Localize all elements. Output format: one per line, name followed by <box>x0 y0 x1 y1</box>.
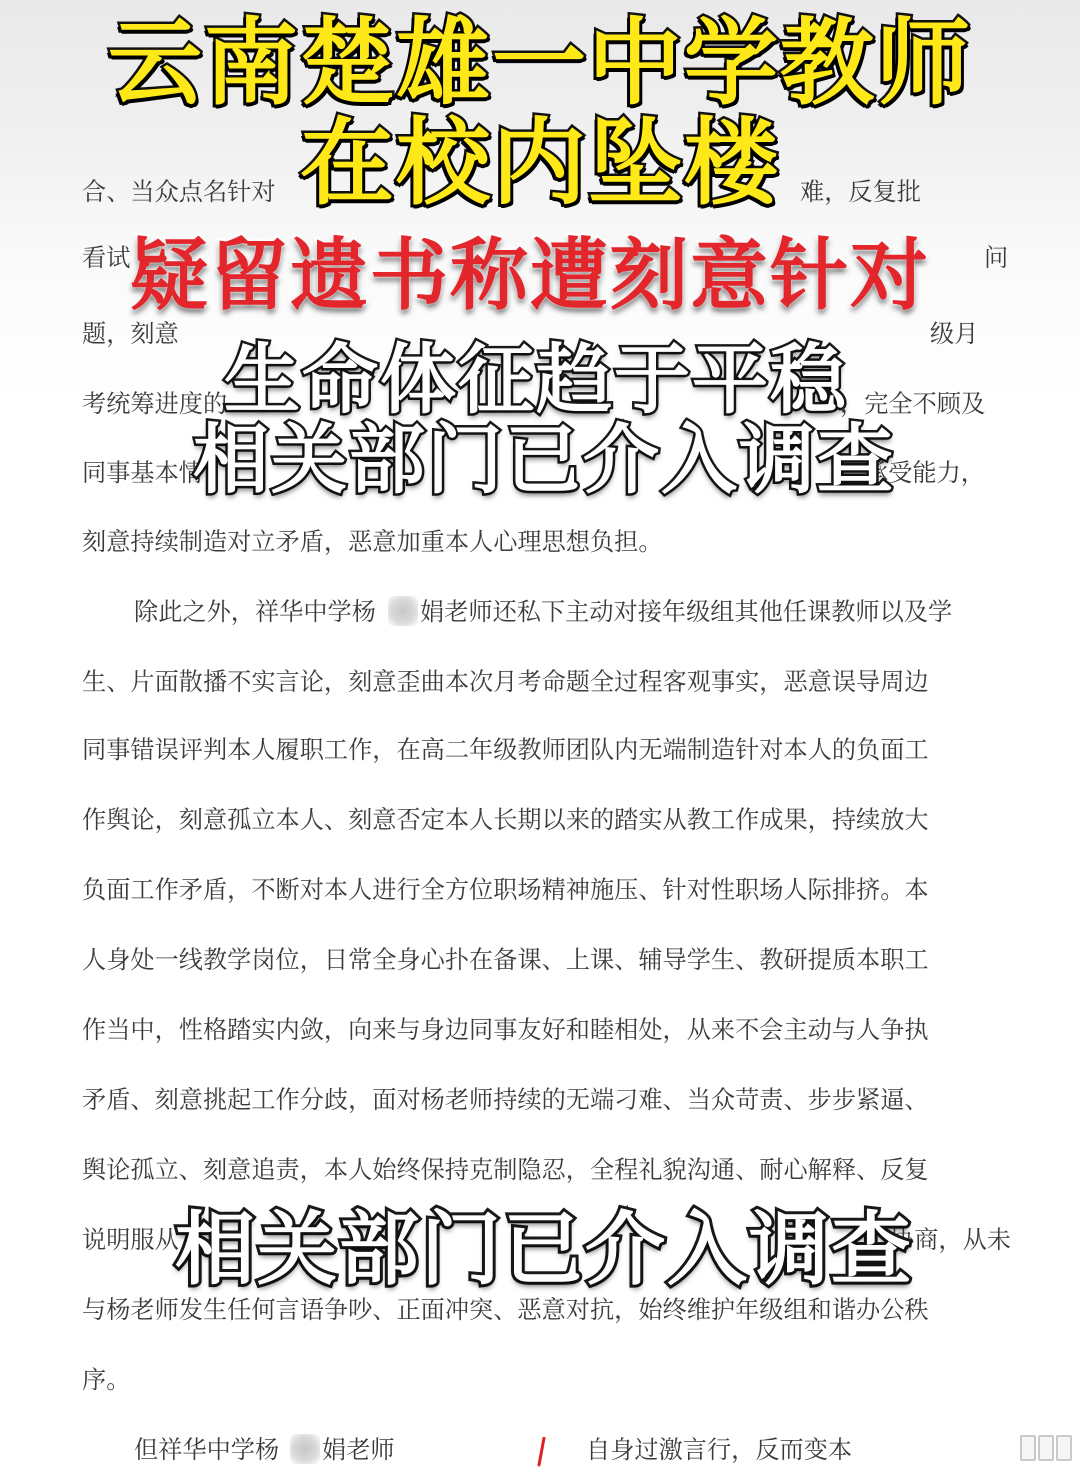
doc-line-3a: 题，刻意 <box>82 320 179 348</box>
doc-line-13: 作当中，性格踏实内敛，向来与身边同事友好和睦相处，从来不会主动与人争执 <box>82 1016 929 1044</box>
doc-line-14: 矛盾、刻意挑起工作分歧，面对杨老师持续的无端刁难、当众苛责、步步紧逼、 <box>82 1086 929 1114</box>
doc-line-4b: ，完全不顾及 <box>840 390 986 418</box>
doc-line-6: 刻意持续制造对立矛盾，恶意加重本人心理思想负担。 <box>82 528 663 556</box>
grid-tile-icon <box>1020 1435 1036 1461</box>
doc-line-12: 人身处一线教学岗位，日常全身心扑在备课、上课、辅导学生、教研提质本职工 <box>82 946 929 974</box>
doc-line-7a: 除此之外，祥华中学杨 <box>134 598 376 626</box>
doc-line-8: 生、片面散播不实言论，刻意歪曲本次月考命题全过程客观事实，恶意误导周边 <box>82 668 929 696</box>
headline-line-2: 在校内坠楼 <box>299 109 780 218</box>
doc-line-1b: 难，反复批 <box>800 178 921 206</box>
white-caption-line-2: 相关部门已介入调查 <box>193 415 895 504</box>
doc-line-17: 与杨老师发生任何言语争吵、正面冲突、恶意对抗，始终维护年级组和谐办公秩 <box>82 1296 929 1324</box>
grid-tile-icon <box>1056 1435 1072 1461</box>
doc-line-19a: 但祥华中学杨 <box>134 1436 280 1464</box>
doc-line-10: 作舆论，刻意孤立本人、刻意否定本人长期以来的踏实从教工作成果，持续放大 <box>82 806 929 834</box>
doc-line-11: 负面工作矛盾，不断对本人进行全方位职场精神施压、针对性职场人际排挤。本 <box>82 876 929 904</box>
redaction-blur <box>388 596 418 626</box>
headline-line-1: 云南楚雄一中学教师 <box>107 9 972 118</box>
doc-line-2b: 问 <box>984 244 1009 272</box>
doc-line-16b: 协商，从未 <box>890 1226 1011 1254</box>
doc-line-5a: 同事基本情 <box>82 459 203 487</box>
redaction-blur-2 <box>290 1434 320 1464</box>
white-caption-bottom: 相关部门已介入调查 <box>175 1203 913 1296</box>
doc-line-18: 序。 <box>82 1366 131 1394</box>
doc-line-16a: 说明服从 <box>82 1226 179 1254</box>
image-grid-icon[interactable] <box>1020 1435 1072 1461</box>
doc-line-2a: 看试 <box>82 244 131 272</box>
doc-line-15: 舆论孤立、刻意追责，本人始终保持克制隐忍，全程礼貌沟通、耐心解释、反复 <box>82 1156 929 1184</box>
doc-line-4a: 考统筹进度的 <box>82 390 228 418</box>
doc-line-19c: 自身过激言行，反而变本 <box>586 1436 853 1464</box>
white-caption-line-1: 生命体征趋于平稳 <box>224 335 848 424</box>
red-caption: 疑留遗书称遭刻意针对 <box>129 231 930 321</box>
doc-line-7b: 娟老师还私下主动对接年级组其他任课教师以及学 <box>420 598 953 626</box>
doc-line-9: 同事错误评判本人履职工作，在高二年级教师团队内无端制造针对本人的负面工 <box>82 736 929 764</box>
doc-line-1a: 合、当众点名针对 <box>82 178 276 206</box>
grid-tile-icon <box>1038 1435 1054 1461</box>
red-pen-mark <box>536 1437 546 1469</box>
doc-line-19b: 娟老师 <box>322 1436 395 1464</box>
doc-line-5b: 承受能力， <box>864 459 985 487</box>
doc-line-3b: 级月 <box>930 320 979 348</box>
